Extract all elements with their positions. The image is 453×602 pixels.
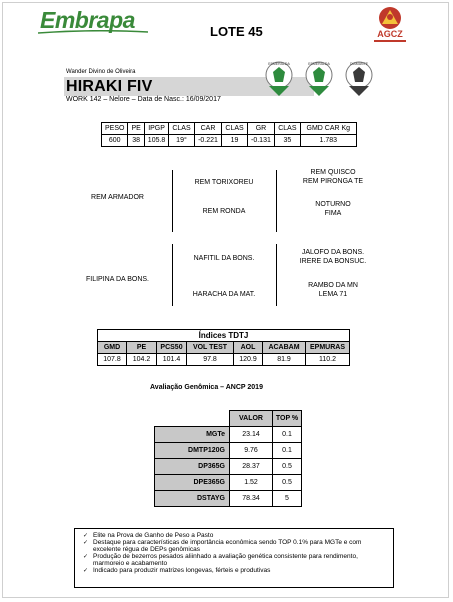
- owner-name: Wander Divino de Oliveira: [66, 69, 136, 75]
- highlight-item: ✓ Elite na Prova de Ganho de Peso a Pasto: [83, 532, 389, 539]
- svg-text:ESMERALDA: ESMERALDA: [308, 62, 330, 66]
- genomic-row-top: 0.5: [273, 475, 302, 491]
- performance-table: [101, 122, 357, 147]
- genomic-row-top: 5: [273, 491, 302, 507]
- pedigree-dam-granddam: HARACHA DA MAT.: [192, 291, 256, 298]
- medal-badge-1: [264, 60, 294, 98]
- lot-number: LOTE 45: [210, 24, 263, 39]
- indices-header-cell: PCS50: [157, 342, 187, 354]
- highlight-item: ✓ Destaque para características de importância econômica sendo TOP 0.1% para MGTe e com excelente régua de DEPs genômicas: [83, 539, 389, 553]
- indices-value-cell: 81.9: [263, 354, 306, 366]
- performance-header-row: [102, 123, 357, 135]
- svg-text:AGCZ: AGCZ: [377, 29, 403, 39]
- indices-header-cell: EPMURAS: [306, 342, 350, 354]
- pedigree-sire-ggdam-1: REM PIRONGA TE: [302, 178, 364, 185]
- pedigree-sire-grandsire: REM TORIXOREU: [194, 179, 254, 186]
- genomic-header-row: [155, 411, 302, 427]
- pedigree-dam-grandsire: NAFITIL DA BONS.: [193, 255, 255, 262]
- perf-header-cell: IPGP: [144, 123, 169, 135]
- indices-table: [97, 329, 350, 366]
- pedigree-divider: [172, 244, 173, 306]
- perf-header-cell: PE: [128, 123, 144, 135]
- perf-value-cell: 1.783: [300, 135, 357, 147]
- pedigree-dam-ggdam-2: LEMA 71: [318, 291, 348, 298]
- pedigree-sire-ggsire-1: REM QUISCO: [310, 169, 356, 176]
- pedigree-divider: [276, 244, 277, 306]
- genomic-row: [155, 475, 302, 491]
- genomic-row-label: DMTP120G: [155, 443, 230, 459]
- genomic-row-value: 78.34: [230, 491, 273, 507]
- genomic-row-label: MGTe: [155, 427, 230, 443]
- genomic-header-value: VALOR: [230, 411, 273, 427]
- indices-header-cell: ACABAM: [263, 342, 306, 354]
- perf-header-cell: GR: [247, 123, 275, 135]
- pedigree-dam-ggdam-1: IRERE DA BONSUC.: [299, 258, 367, 265]
- pedigree-dam-ggsire-1: JALOFO DA BONS.: [301, 249, 365, 256]
- genomic-row-top: 0.5: [273, 459, 302, 475]
- indices-value-cell: 104.2: [127, 354, 157, 366]
- indices-header-cell: PE: [127, 342, 157, 354]
- genomic-empty-cell: [155, 411, 230, 427]
- perf-value-cell: 105.8: [144, 135, 169, 147]
- genomic-row: [155, 491, 302, 507]
- perf-value-cell: 38: [128, 135, 144, 147]
- highlights-list: [83, 532, 389, 574]
- svg-text:ESMERALDA: ESMERALDA: [268, 62, 290, 66]
- indices-value-cell: 120.9: [234, 354, 263, 366]
- perf-header-cell: PESO: [102, 123, 128, 135]
- indices-value-cell: 101.4: [157, 354, 187, 366]
- perf-value-cell: 19: [222, 135, 247, 147]
- perf-value-cell: 600: [102, 135, 128, 147]
- embrapa-logo: Embrapa: [40, 7, 135, 33]
- indices-value-cell: 107.8: [98, 354, 127, 366]
- genomic-row-label: DP365G: [155, 459, 230, 475]
- indices-value-row: [98, 354, 350, 366]
- pedigree-sire-granddam: REM RONDA: [202, 208, 246, 215]
- medal-badge-3: [344, 60, 374, 98]
- genomic-row-label: DPE365G: [155, 475, 230, 491]
- indices-title: Índices TDTJ: [98, 330, 350, 342]
- pedigree-sire: REM ARMADOR: [91, 194, 144, 201]
- perf-header-cell: CLAS: [275, 123, 300, 135]
- perf-header-cell: CAR: [194, 123, 222, 135]
- indices-value-cell: 110.2: [306, 354, 350, 366]
- genomic-row-value: 28.37: [230, 459, 273, 475]
- perf-value-cell: -0.221: [194, 135, 222, 147]
- genomic-row-top: 0.1: [273, 443, 302, 459]
- genomic-header-top: TOP %: [273, 411, 302, 427]
- performance-value-row: [102, 135, 357, 147]
- highlight-item: ✓ Indicado para produzir matrizes longevas, férteis e produtivas: [83, 567, 389, 574]
- indices-header-row: [98, 342, 350, 354]
- highlights-box: [74, 528, 394, 588]
- indices-header-cell: VOL TEST: [187, 342, 234, 354]
- perf-header-cell: GMD CAR Kg: [300, 123, 357, 135]
- animal-name: HIRAKI FIV: [66, 78, 153, 95]
- genomic-row: [155, 427, 302, 443]
- genomic-row-value: 1.52: [230, 475, 273, 491]
- pedigree-sire-ggdam-2: FIMA: [324, 210, 342, 217]
- perf-value-cell: 35: [275, 135, 300, 147]
- perf-value-cell: -0.131: [247, 135, 275, 147]
- pedigree-divider: [172, 170, 173, 232]
- highlight-item: ✓ Produção de bezerros pesados aliinhado a avaliação genética consistente para rendimento, marmoreio e acabamento: [83, 553, 389, 567]
- medal-badge-2: [304, 60, 334, 98]
- perf-header-cell: CLAS: [222, 123, 247, 135]
- pedigree-sire-ggsire-2: NOTURNO: [315, 201, 351, 208]
- genomic-row-value: 9.76: [230, 443, 273, 459]
- pedigree-dam: FILIPINA DA BONS.: [85, 276, 150, 283]
- genomic-row-value: 23.14: [230, 427, 273, 443]
- perf-header-cell: CLAS: [169, 123, 194, 135]
- pedigree-dam-ggsire-2: RAMBO DA MN: [308, 282, 358, 289]
- genomic-row: [155, 459, 302, 475]
- animal-details: WORK 142 – Nelore – Data de Nasc.: 16/09/2017: [66, 96, 221, 103]
- genomic-row: [155, 443, 302, 459]
- agcz-logo: [368, 4, 413, 46]
- embrapa-swoosh: [38, 30, 148, 34]
- pedigree-divider: [276, 170, 277, 232]
- genomic-row-label: DSTAYG: [155, 491, 230, 507]
- genomic-title: Avaliação Genômica – ANCP 2019: [150, 384, 263, 391]
- indices-value-cell: 97.8: [187, 354, 234, 366]
- indices-header-cell: GMD: [98, 342, 127, 354]
- indices-header-cell: AOL: [234, 342, 263, 354]
- perf-value-cell: 19°: [169, 135, 194, 147]
- svg-text:DIAMANTE: DIAMANTE: [349, 62, 369, 66]
- genomic-row-top: 0.1: [273, 427, 302, 443]
- genomic-table: [154, 410, 302, 507]
